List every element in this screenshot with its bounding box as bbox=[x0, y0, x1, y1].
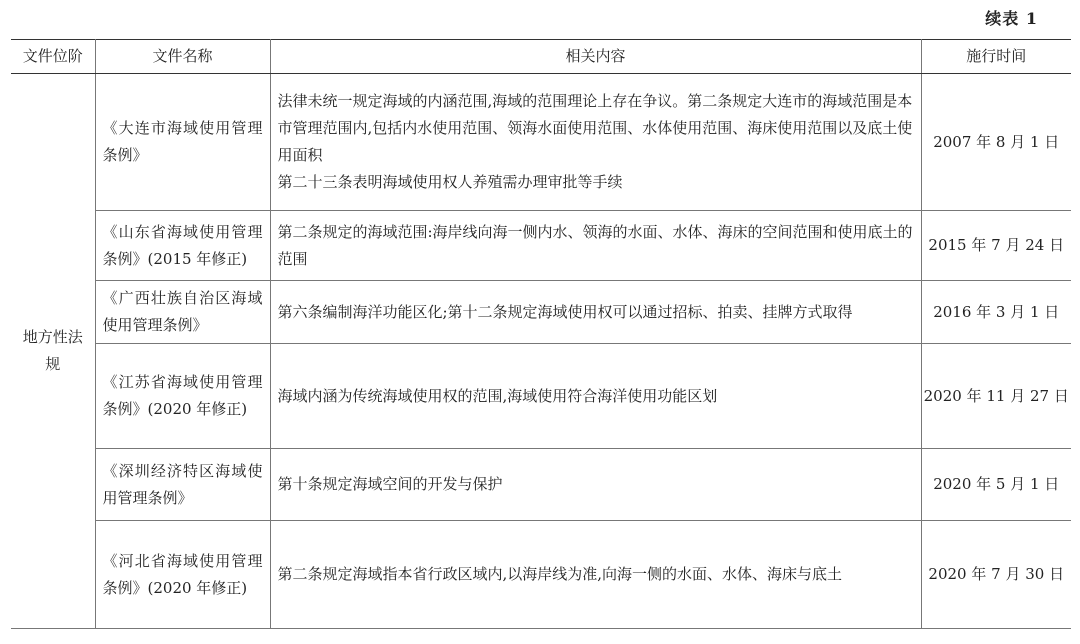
cell-date: 2020 年 11 月 27 日 bbox=[921, 344, 1071, 449]
content-line: 第二条规定的海域范围:海岸线向海一侧内水、领海的水面、水体、海床的空间范围和使用底土的范围 bbox=[277, 222, 913, 268]
regulation-table bbox=[11, 39, 1071, 629]
cell-name: 《大连市海域使用管理条例》 bbox=[95, 74, 270, 211]
cell-date: 2015 年 7 月 24 日 bbox=[921, 211, 1071, 281]
table-row bbox=[11, 281, 1071, 344]
table-row bbox=[11, 449, 1071, 521]
cell-content bbox=[270, 211, 921, 281]
content-line: 第六条编制海洋功能区化;第十二条规定海域使用权可以通过招标、拍卖、挂牌方式取得 bbox=[277, 302, 853, 321]
regulation-table-container bbox=[11, 39, 1071, 629]
cell-date: 2016 年 3 月 1 日 bbox=[921, 281, 1071, 344]
table-row bbox=[11, 211, 1071, 281]
table-row bbox=[11, 74, 1071, 211]
cell-content bbox=[270, 281, 921, 344]
table-row bbox=[11, 521, 1071, 629]
header-content: 相关内容 bbox=[270, 40, 921, 74]
table-row bbox=[11, 344, 1071, 449]
cell-content bbox=[270, 449, 921, 521]
header-date: 施行时间 bbox=[921, 40, 1071, 74]
header-level: 文件位阶 bbox=[11, 40, 95, 74]
cell-date: 2007 年 8 月 1 日 bbox=[921, 74, 1071, 211]
cell-level: 地方性法规 bbox=[11, 74, 95, 629]
cell-name: 《河北省海域使用管理条例》(2020 年修正) bbox=[95, 521, 270, 629]
content-line: 第二十三条表明海域使用权人养殖需办理审批等手续 bbox=[277, 173, 623, 191]
table-caption: 续表 1 bbox=[985, 9, 1038, 28]
cell-content bbox=[270, 344, 921, 449]
cell-name: 《江苏省海域使用管理条例》(2020 年修正) bbox=[95, 344, 270, 449]
cell-date: 2020 年 7 月 30 日 bbox=[921, 521, 1071, 629]
content-line: 海域内涵为传统海域使用权的范围,海域使用符合海洋使用功能区划 bbox=[277, 386, 718, 405]
content-line: 第十条规定海域空间的开发与保护 bbox=[277, 475, 503, 493]
cell-date: 2020 年 5 月 1 日 bbox=[921, 449, 1071, 521]
cell-name: 《广西壮族自治区海域使用管理条例》 bbox=[95, 281, 270, 344]
cell-content bbox=[270, 74, 921, 211]
cell-name: 《深圳经济特区海域使用管理条例》 bbox=[95, 449, 270, 521]
cell-name: 《山东省海域使用管理条例》(2015 年修正) bbox=[95, 211, 270, 281]
table-header-row bbox=[11, 40, 1071, 74]
cell-content bbox=[270, 521, 921, 629]
content-line: 第二条规定海域指本省行政区域内,以海岸线为准,向海一侧的水面、水体、海床与底土 bbox=[277, 565, 843, 583]
content-line: 法律未统一规定海域的内涵范围,海域的范围理论上存在争议。第二条规定大连市的海域范围是本市管理范围内,包括内水使用范围、领海水面使用范围、水体使用范围、海床使用范围以及底土使用面积 bbox=[277, 92, 913, 164]
header-name: 文件名称 bbox=[95, 40, 270, 74]
